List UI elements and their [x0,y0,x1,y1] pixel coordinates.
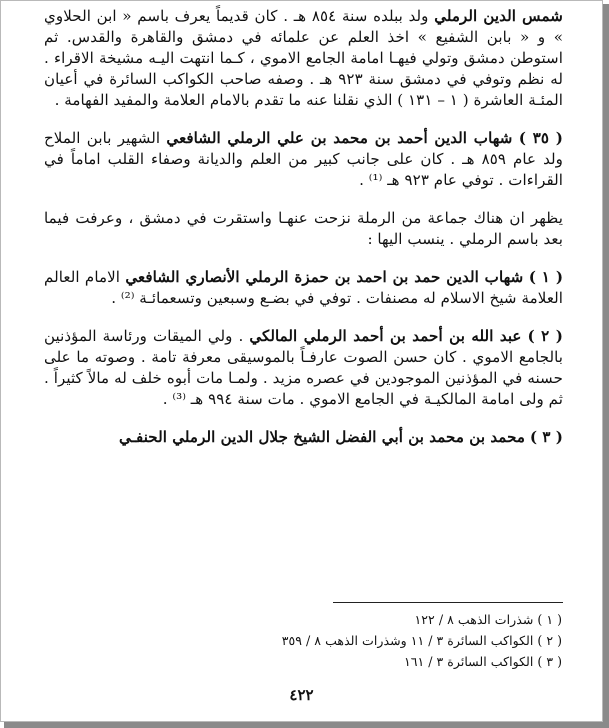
entry-shams-al-din [44,6,563,111]
page-shadow-bottom [4,722,609,728]
footnote-divider [333,602,563,603]
entry-heading: شمس الدين الرملي [434,7,563,25]
entry-body: الامام العالم العلامة شيخ الاسلام له مصنفات . توفي في بضـع وسبعين وتسعمائـة ⁽²⁾ . [44,268,563,307]
entry-1 [44,267,563,309]
entry-number: ( ٢ ) [527,327,563,345]
page-number: ٤٢٢ [289,686,314,704]
entry-2 [44,326,563,410]
entry-body: ولد ببلده سنة ٨٥٤ هـ . كان قديماً يعرف باسم « ابن الحلاوي » و « بابن الشفيع » اخذ العلم عن علمائه في دمشق والقاهرة والقدس. ثم استوطن دمشق وتولي فيهـا امامة الجامع الاموي ، كـما انتهت اليـه مشيخة الاقراء . له نظم وتوفي في دمشق سنة ٩٢٣ هـ . وصفه صاحب الكواكب السائرة في أعيان المئـة العاشرة ( ١ – ١٣١ ) الذي نقلنا عنه ما تقدم بالامام العلامة والمفيد الفهامة . [44,7,563,109]
entry-heading: عبد الله بن أحمد بن أحمد الرملي المالكي [249,327,522,345]
intro-text: يظهر ان هناك جماعة من الرملة نزحت عنهـا واستقرت في دمشق ، وعرفت فيما بعد باسم الرملي . ينسب اليها : [44,209,563,248]
entry-3 [44,427,563,448]
entry-number: ( ٣ ) [529,428,563,446]
entry-heading: محمد بن محمد بن أبي الفضل الشيخ جلال الدين الرملي الحنفـي [118,428,526,446]
entry-number: ( ٣٥ ) [518,129,563,147]
footnote-item: ( ٣ ) الكواكب السائرة ٣ / ١٦١ [403,654,562,669]
entry-body: الشهير بابن الملاح ولد عام ٨٥٩ هـ . كان على جانب كبير من العلم والديانة وصفاء القلب اماماً في القراءات . توفي عام ٩٢٣ هـ ⁽¹⁾ . [44,129,563,189]
entry-35 [44,128,563,191]
intro-paragraph [44,208,563,250]
entry-heading: شهاب الدين أحمد بن محمد بن علي الرملي الشافعي [166,129,513,147]
footnotes [220,609,562,672]
footnote-item: ( ١ ) شذرات الذهب ٨ / ١٢٢ [414,612,562,627]
page-shadow-right [603,4,609,728]
entry-number: ( ١ ) [528,268,564,286]
footnote-item: ( ٢ ) الكواكب السائرة ٣ / ١١ وشذرات الذهب ٨ / ٣٥٩ [281,633,562,648]
main-text [44,6,563,448]
entry-body: . ولي الميقات ورئاسة المؤذنين بالجامع الاموي . كان حسن الصوت عارفـاً بالموسيقى معرفة تامة . وصوته ما على حسنه في المؤذنين الموجودين في عصره مزيد . ولمـا مات أبوه خلف له مالاً كثيراً . ثم ولى امامة المالكيـة في الجامع الاموي . مات سنة ٩٩٤ هـ ⁽³⁾ . [44,327,563,408]
entry-heading: شهاب الدين حمد بن احمد بن حمزة الرملي الأنصاري الشافعي [125,268,524,286]
